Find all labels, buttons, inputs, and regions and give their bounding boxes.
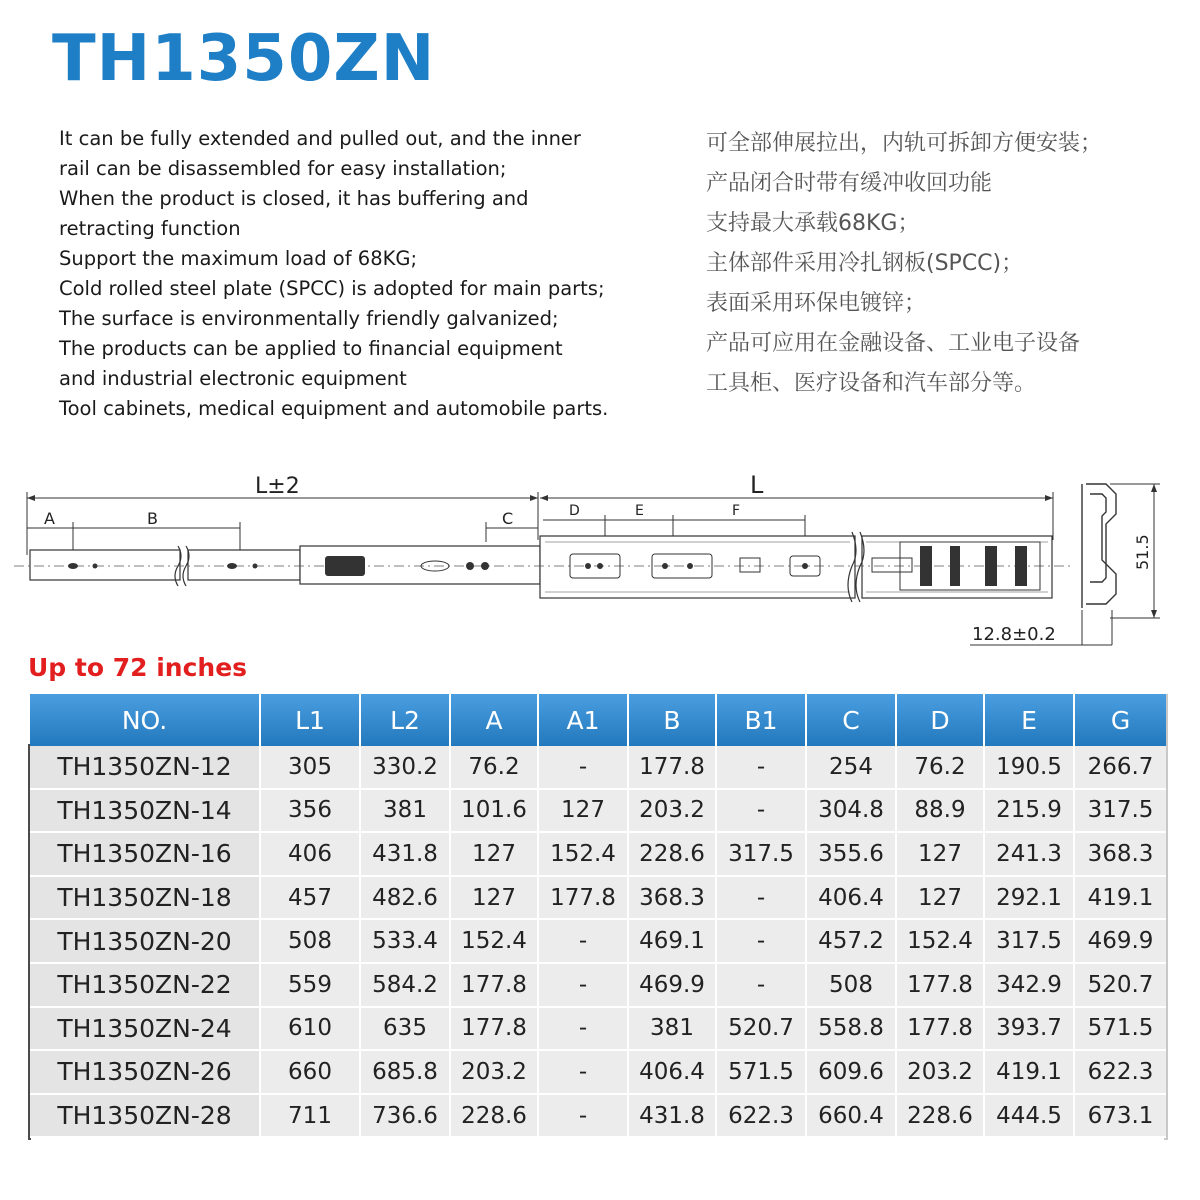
model-number-cell: TH1350ZN-16 [30,832,260,876]
table-cell: 622.3 [716,1094,806,1138]
table-cell: 127 [896,832,984,876]
table-cell: 177.8 [450,963,538,1007]
table-cell: 101.6 [450,789,538,833]
table-cell: 368.3 [628,876,716,920]
model-number-cell: TH1350ZN-18 [30,876,260,920]
table-cell: 228.6 [896,1094,984,1138]
column-header: G [1074,694,1166,746]
model-number-cell: TH1350ZN-26 [30,1050,260,1094]
dim-D-label: D [569,503,580,519]
table-cell: 177.8 [450,1007,538,1051]
desc-cn-line: 主体部件采用冷扎钢板(SPCC)； [706,251,1024,276]
model-number-cell: TH1350ZN-12 [30,746,260,789]
desc-cn-line: 可全部伸展拉出，内轨可拆卸方便安装； [706,131,1103,156]
table-cell: 127 [896,876,984,920]
table-cell: 305 [260,746,360,789]
table-cell: 190.5 [984,746,1074,789]
spec-table [30,694,1166,1138]
model-number-cell: TH1350ZN-28 [30,1094,260,1138]
column-header: E [984,694,1074,746]
model-number-cell: TH1350ZN-14 [30,789,260,833]
table-cell: 342.9 [984,963,1074,1007]
table-cell: 393.7 [984,1007,1074,1051]
dim-E-label: E [635,503,644,519]
table-cell: 431.8 [360,832,450,876]
table-header-row [30,694,1166,746]
table-row [30,789,1166,833]
table-cell: 431.8 [628,1094,716,1138]
table-cell: 317.5 [1074,789,1166,833]
column-header: C [806,694,896,746]
table-cell: 685.8 [360,1050,450,1094]
model-number-cell: TH1350ZN-24 [30,1007,260,1051]
column-header: B1 [716,694,806,746]
table-cell: 508 [806,963,896,1007]
table-cell: 406.4 [628,1050,716,1094]
table-cell: 520.7 [716,1007,806,1051]
table-cell: 88.9 [896,789,984,833]
desc-en-line: It can be fully extended and pulled out, and the inner [59,127,581,150]
table-cell: 520.7 [1074,963,1166,1007]
table-row [30,1007,1166,1051]
desc-cn-line: 工具柜、医疗设备和汽车部分等。 [706,371,1037,396]
table-cell: 203.2 [896,1050,984,1094]
table-cell: 406 [260,832,360,876]
table-cell: 177.8 [628,746,716,789]
table-cell: 469.9 [628,963,716,1007]
table-cell: 558.8 [806,1007,896,1051]
dim-L-tol-label: L±2 [255,474,300,499]
table-cell: - [538,746,628,789]
table-row [30,746,1166,789]
desc-en-line: Cold rolled steel plate (SPCC) is adopted for main parts; [59,277,605,300]
table-row [30,876,1166,920]
dim-F-label: F [732,503,741,519]
description-english [59,124,699,424]
column-header: D [896,694,984,746]
column-header: A [450,694,538,746]
desc-en-line: The products can be applied to financial equipment [59,337,563,360]
table-cell: 317.5 [984,919,1074,963]
column-header: A1 [538,694,628,746]
table-cell: 660 [260,1050,360,1094]
dim-C-label: C [502,509,514,528]
table-cell: 152.4 [896,919,984,963]
table-cell: 660.4 [806,1094,896,1138]
desc-en-line: Support the maximum load of 68KG; [59,247,418,270]
column-header: L2 [360,694,450,746]
dim-height-label: 51.5 [1133,534,1152,570]
desc-en-line: The surface is environmentally friendly galvanized; [59,307,559,330]
table-cell: 469.9 [1074,919,1166,963]
desc-cn-line: 产品闭合时带有缓冲收回功能 [706,171,993,196]
table-cell: 127 [450,832,538,876]
column-header: B [628,694,716,746]
table-cell: 559 [260,963,360,1007]
table-cell: 177.8 [538,876,628,920]
technical-drawing [0,460,1200,660]
dim-width-label: 12.8±0.2 [972,624,1056,645]
table-cell: 355.6 [806,832,896,876]
table-cell: - [538,919,628,963]
table-cell: 482.6 [360,876,450,920]
table-cell: 330.2 [360,746,450,789]
model-number-cell: TH1350ZN-22 [30,963,260,1007]
table-cell: - [716,789,806,833]
table-cell: 571.5 [716,1050,806,1094]
table-cell: 469.1 [628,919,716,963]
table-cell: - [538,1050,628,1094]
table-cell: 215.9 [984,789,1074,833]
table-cell: 444.5 [984,1094,1074,1138]
desc-cn-line: 支持最大承载68KG； [706,211,920,236]
table-cell: 584.2 [360,963,450,1007]
table-cell: - [716,919,806,963]
table-cell: - [538,963,628,1007]
table-cell: 406.4 [806,876,896,920]
table-cell: 76.2 [450,746,538,789]
table-cell: 356 [260,789,360,833]
column-header: L1 [260,694,360,746]
table-row [30,919,1166,963]
desc-en-line: retracting function [59,217,241,240]
table-cell: 673.1 [1074,1094,1166,1138]
table-cell: 254 [806,746,896,789]
table-row [30,1094,1166,1138]
size-range-label: Up to 72 inches [28,653,248,682]
table-cell: 304.8 [806,789,896,833]
table-cell: 152.4 [450,919,538,963]
table-body [30,746,1166,1137]
model-number-cell: TH1350ZN-20 [30,919,260,963]
table-cell: 368.3 [1074,832,1166,876]
desc-en-line: and industrial electronic equipment [59,367,407,390]
desc-cn-line: 表面采用环保电镀锌； [706,291,927,316]
table-cell: 736.6 [360,1094,450,1138]
table-cell: 609.6 [806,1050,896,1094]
table-cell: 266.7 [1074,746,1166,789]
column-header: NO. [30,694,260,746]
desc-en-line: When the product is closed, it has buffering and [59,187,529,210]
table-cell: - [538,1094,628,1138]
table-cell: 76.2 [896,746,984,789]
description-chinese [706,124,1176,404]
table-cell: 241.3 [984,832,1074,876]
desc-en-line: Tool cabinets, medical equipment and automobile parts. [59,397,609,420]
table-row [30,1050,1166,1094]
table-cell: 457 [260,876,360,920]
table-cell: 508 [260,919,360,963]
dim-L-label: L [750,471,764,499]
table-cell: 533.4 [360,919,450,963]
desc-cn-line: 产品可应用在金融设备、工业电子设备 [706,331,1081,356]
table-cell: - [716,963,806,1007]
table-cell: - [716,876,806,920]
dim-B-label: B [147,509,158,528]
desc-en-line: rail can be disassembled for easy installation; [59,157,507,180]
table-cell: 622.3 [1074,1050,1166,1094]
table-cell: 571.5 [1074,1007,1166,1051]
table-cell: 228.6 [628,832,716,876]
table-cell: 317.5 [716,832,806,876]
table-cell: 228.6 [450,1094,538,1138]
table-cell: 292.1 [984,876,1074,920]
table-cell: 203.2 [450,1050,538,1094]
table-cell: - [538,1007,628,1051]
table-cell: 419.1 [1074,876,1166,920]
table-cell: 177.8 [896,963,984,1007]
table-cell: 635 [360,1007,450,1051]
product-title: TH1350ZN [52,22,436,96]
table-cell: 711 [260,1094,360,1138]
table-cell: 381 [360,789,450,833]
table-cell: 177.8 [896,1007,984,1051]
table-row [30,963,1166,1007]
dim-A-label: A [44,509,55,528]
table-cell: 127 [450,876,538,920]
table-cell: 203.2 [628,789,716,833]
table-row [30,832,1166,876]
table-cell: 419.1 [984,1050,1074,1094]
table-cell: 457.2 [806,919,896,963]
table-cell: 610 [260,1007,360,1051]
table-cell: 152.4 [538,832,628,876]
table-cell: 127 [538,789,628,833]
table-cell: 381 [628,1007,716,1051]
table-cell: - [716,746,806,789]
